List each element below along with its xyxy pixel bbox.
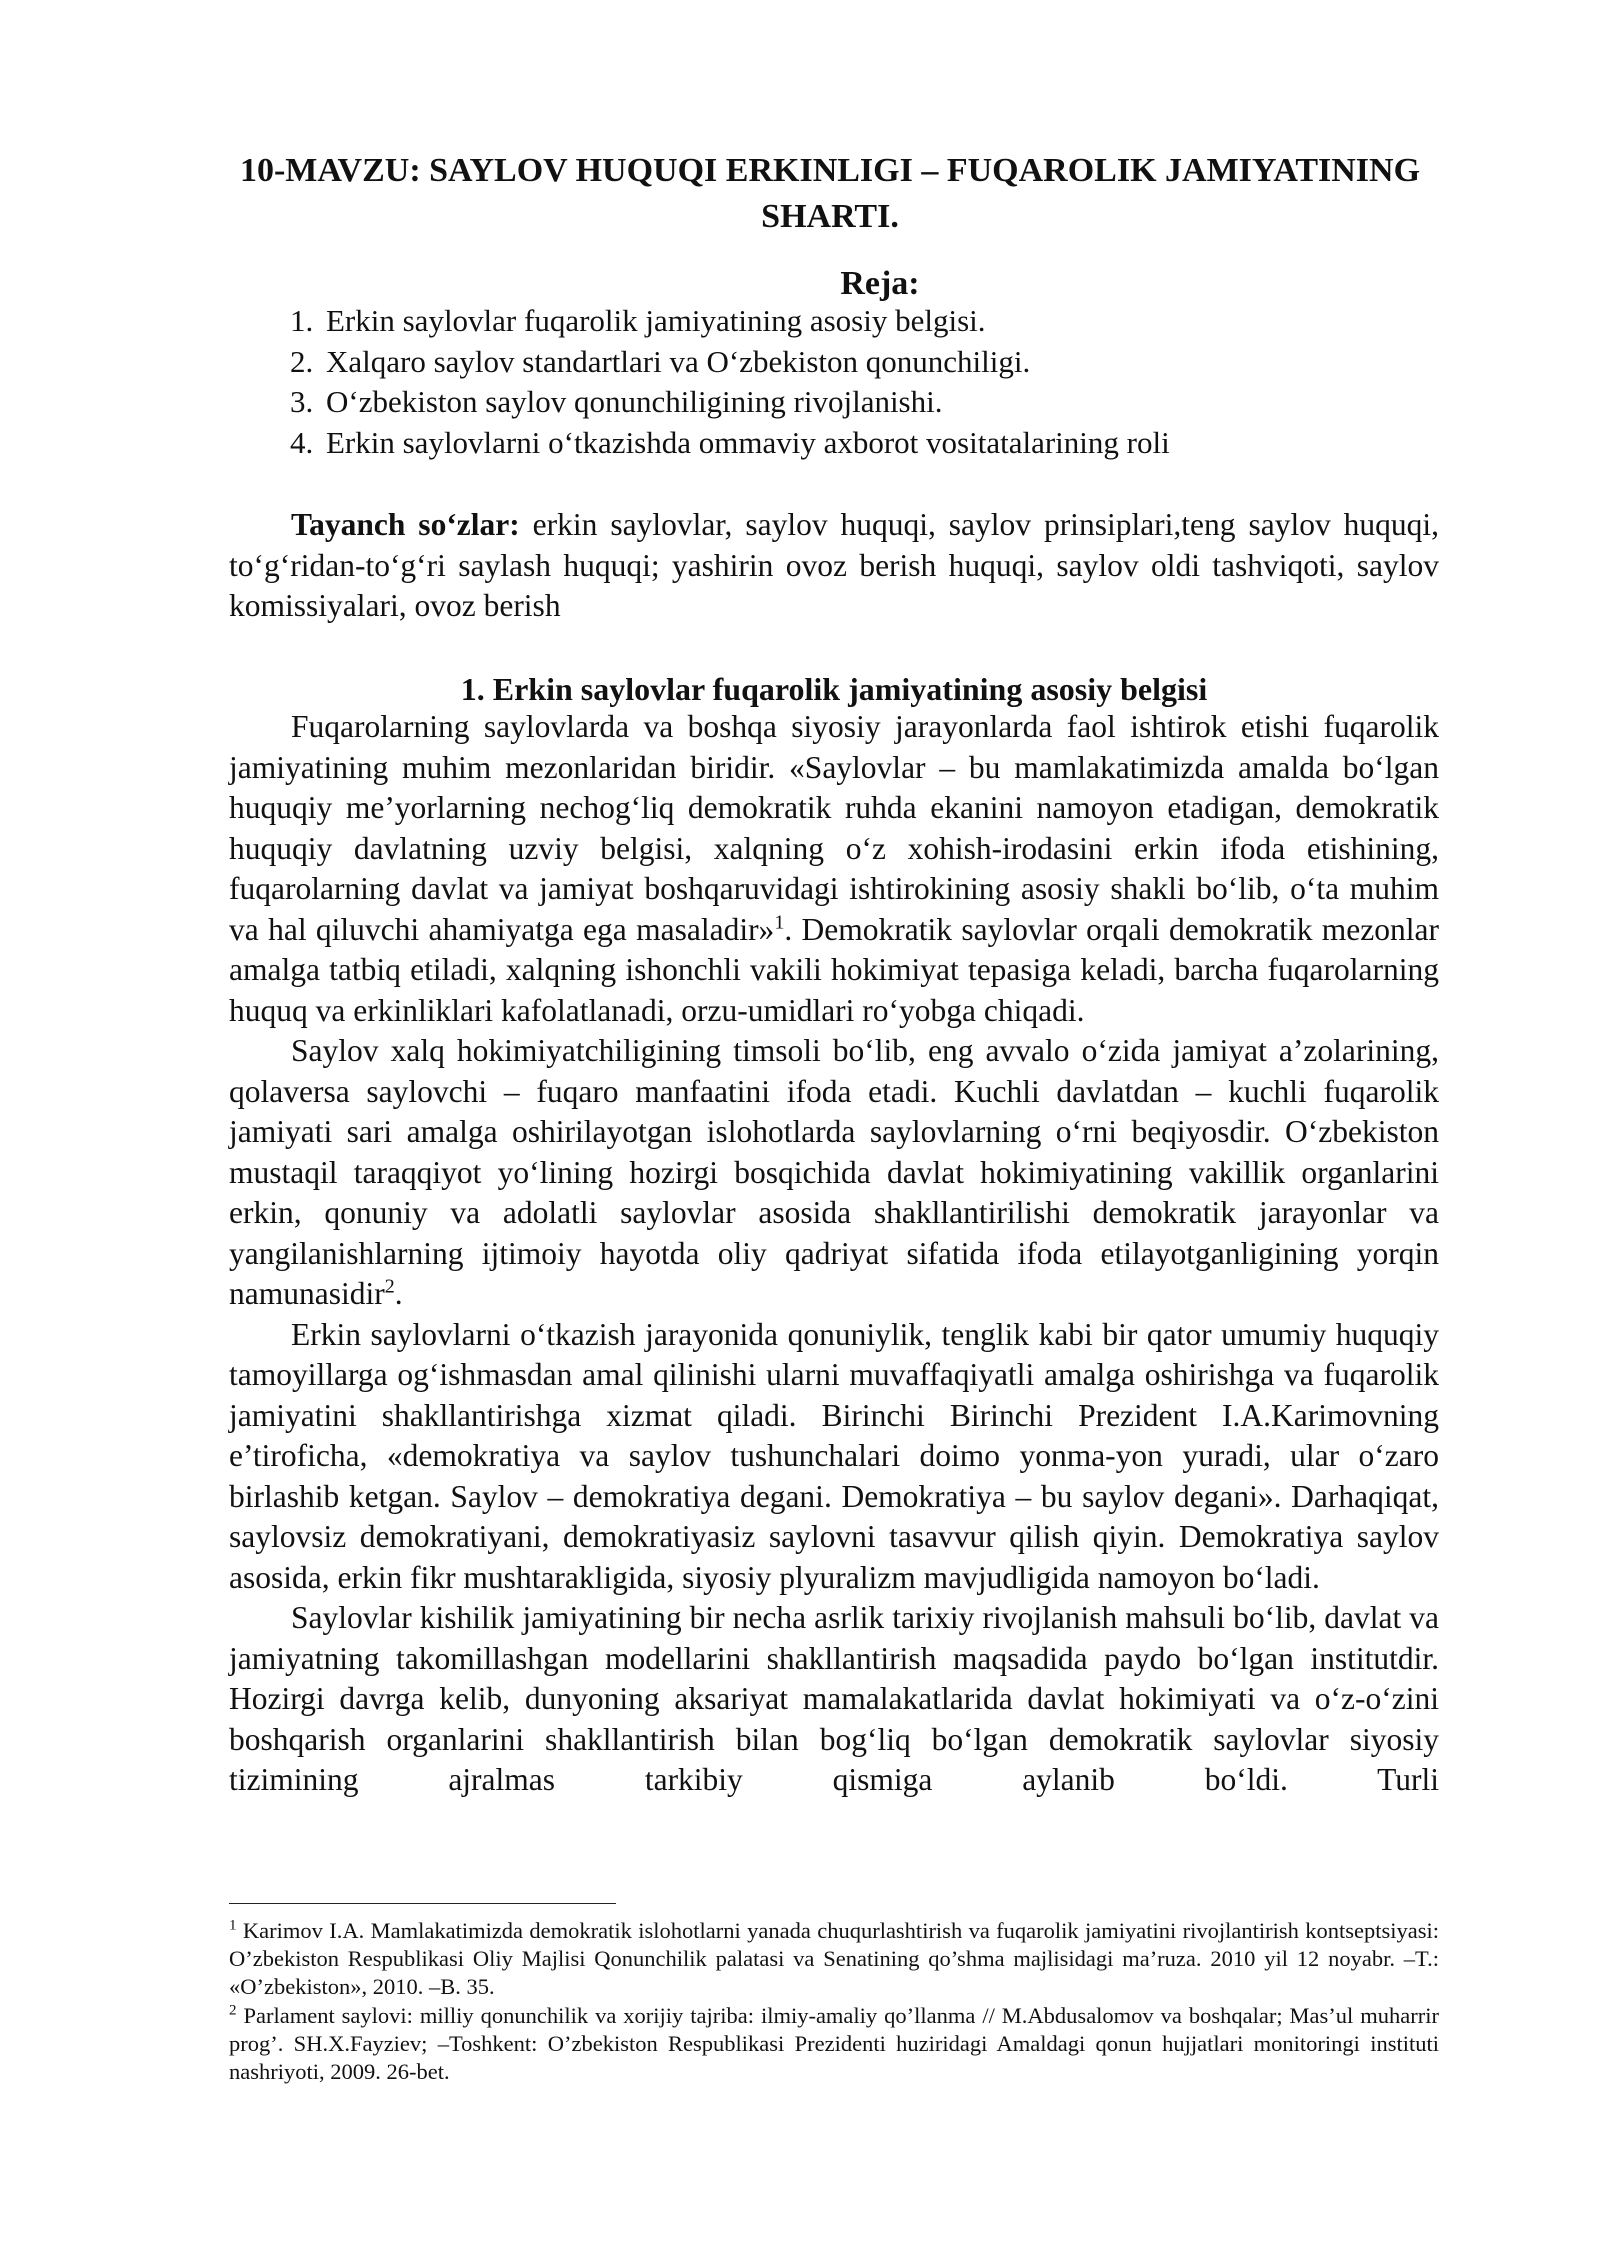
keywords-block (229, 505, 1439, 627)
plan-item (290, 342, 1170, 383)
footnote-separator (229, 1903, 616, 1904)
body-paragraph (229, 1598, 1439, 1801)
body-paragraph (229, 707, 1439, 1031)
plan-item-number: 1. (290, 303, 314, 338)
body-paragraph (229, 1031, 1439, 1315)
plan-item (290, 423, 1170, 464)
footnote (229, 1917, 1439, 2002)
keywords-label: Tayanch so‘zlar: (291, 507, 520, 542)
footnote (229, 2002, 1439, 2087)
plan-item-text: O‘zbekiston saylov qonunchiligining rivojlanishi. (326, 384, 943, 419)
paragraph-text: . (394, 1276, 403, 1311)
plan-item-text: Xalqaro saylov standartlari va O‘zbekiston qonunchiligi. (326, 343, 1031, 379)
plan-item-text: Erkin saylovlarni o‘tkazishda ommaviy axborot vositatalarining roli (326, 424, 1170, 460)
footnote-text: Parlament saylovi: milliy qonunchilik va xorijiy tajriba: ilmiy-amaliy qo’llanma // M.Abdusalomov va boshqalar; Mas’ul muharrir prog’. SH.X.Fayziev; –Toshkent: O’zbekiston Respublikasi Prezidenti huziridagi Amaldagi qonun hujjatlari monitoringi instituti nashriyoti, 2009. 26-bet. (229, 2002, 1439, 2085)
plan-item-number: 3. (290, 384, 314, 419)
keywords-text: erkin saylovlar, saylov huquqi, saylov prinsiplari,teng saylov huquqi, to‘g‘ridan-to‘g‘ri saylash huquqi; yashirin ovoz berish huquqi, saylov oldi tashviqoti, saylov komissiyalari, ovoz berish (229, 507, 1439, 623)
footnote-text: Karimov I.A. Mamlakatimizda demokratik islohotlarni yanada chuqurlashtirish va fuqarolik jamiyatini rivojlantirish kontseptsiyasi: O’zbekiston Respublikasi Oliy Majlisi Qonunchilik palatasi va Senatining qo’shma majlisidagi ma’ruza. 2010 yil 12 noyabr. –T.: «O’zbekiston», 2010. –B. 35. (229, 1918, 1439, 2000)
plan-item (290, 301, 1170, 342)
keywords-paragraph (229, 505, 1439, 627)
footnote-mark: 2 (229, 2002, 237, 2019)
body-paragraph (229, 1315, 1439, 1599)
paragraph-text: Erkin saylovlarni o‘tkazish jarayonida qonuniylik, tenglik kabi bir qator umumiy huquqiy tamoyillarga og‘ishmasdan amal qilinishi ularni muvaffaqiyatli amalga oshirishga va fuqarolik jamiyatini shakllantirishga xizmat qiladi. Birinchi Birinchi Prezident I.A.Karimovning e’tiroficha, «demokratiya va saylov tushunchalari doimo yonma-yon yuradi, ular o‘zaro birlashib ketgan. Saylov – demokratiya degani. Demokratiya – bu saylov degani». Darhaqiqat, saylovsiz demokratiyani, demokratiyasiz saylovni tasavvur qilish qiyin. Demokratiya saylov asosida, erkin fikr mushtarakligida, siyosiy plyuralizm mavjudligida namoyon bo‘ladi. (229, 1316, 1439, 1595)
section-heading: 1. Erkin saylovlar fuqarolik jamiyatining asosiy belgisi (460, 671, 1208, 707)
plan-item-number: 4. (290, 424, 314, 460)
page-title: 10-MAVZU: SAYLOV HUQUQI ERKINLIGI – FUQAROLIK JAMIYATINING SHARTI. (239, 152, 1421, 235)
footnote-mark: 1 (229, 1917, 237, 1934)
paragraph-text: . Demokratik saylovlar orqali demokratik mezonlar amalga tatbiq etiladi, xalqning ishonchli vakili hokimiyat tepasiga keladi, barcha fuqarolarning huquq va erkinliklari kafolatlanadi, orzu-umidlari ro‘yobga chiqadi. (229, 911, 1439, 1028)
plan-item-number: 2. (290, 343, 314, 379)
footnote-reference[interactable]: 1 (774, 911, 785, 933)
plan-heading: Reja: (840, 265, 920, 302)
paragraph-text: Fuqarolarning saylovlarda va boshqa siyosiy jarayonlarda faol ishtirok etishi fuqarolik jamiyatining muhim mezonlaridan biridir. «Saylovlar – bu mamlakatimizda amalda bo‘lgan huquqiy me’yorlarning nechog‘liq demokratik ruhda ekanini namoyon etadigan, demokratik huquqiy davlatning uzviy belgisi, xalqning o‘z xohish-irodasini erkin ifoda etishining, fuqarolarning davlat va jamiyat boshqaruvidagi ishtirokining asosiy shakli bo‘lib, o‘ta muhim va hal qiluvchi ahamiyatga ega masaladir» (229, 709, 1439, 947)
footnotes (229, 1917, 1439, 2086)
plan-list (290, 301, 1170, 463)
plan-item (290, 382, 1170, 423)
paragraph-text: Saylov xalq hokimiyatchiligining timsoli bo‘lib, eng avvalo o‘zida jamiyat a’zolarining, qolaversa saylovchi – fuqaro manfaatini ifoda etadi. Kuchli davlatdan – kuchli fuqarolik jamiyati sari amalga oshirilayotgan islohotlarda saylovlarning o‘rni beqiyosdir. O‘zbekiston mustaqil taraqqiyot yo‘lining hozirgi bosqichida davlat hokimiyatining vakillik organlarini erkin, qonuniy va adolatli saylovlar asosida shakllantirilishi demokratik jarayonlar va yangilanishlarning ijtimoiy hayotda oliy qadriyat sifatida ifoda etilayotganligining yorqin namunasidir (229, 1033, 1439, 1311)
main-text (229, 707, 1439, 1801)
footnote-reference[interactable]: 2 (384, 1275, 395, 1298)
plan-item-text: Erkin saylovlar fuqarolik jamiyatining asosiy belgisi. (326, 303, 986, 338)
paragraph-text: Saylovlar kishilik jamiyatining bir necha asrlik tarixiy rivojlanish mahsuli bo‘lib, davlat va jamiyatning takomillashgan modellarini shakllantirish maqsadida paydo bo‘lgan institutdir. Hozirgi davrga kelib, dunyoning aksariyat mamalakatlarida davlat hokimiyati va o‘z-o‘zini boshqarish organlarini shakllantirish bilan bog‘liq bo‘lgan demokratik saylovlar siyosiy tizimining ajralmas tarkibiy qismiga aylanib bo‘ldi. Turli (229, 1600, 1439, 1797)
